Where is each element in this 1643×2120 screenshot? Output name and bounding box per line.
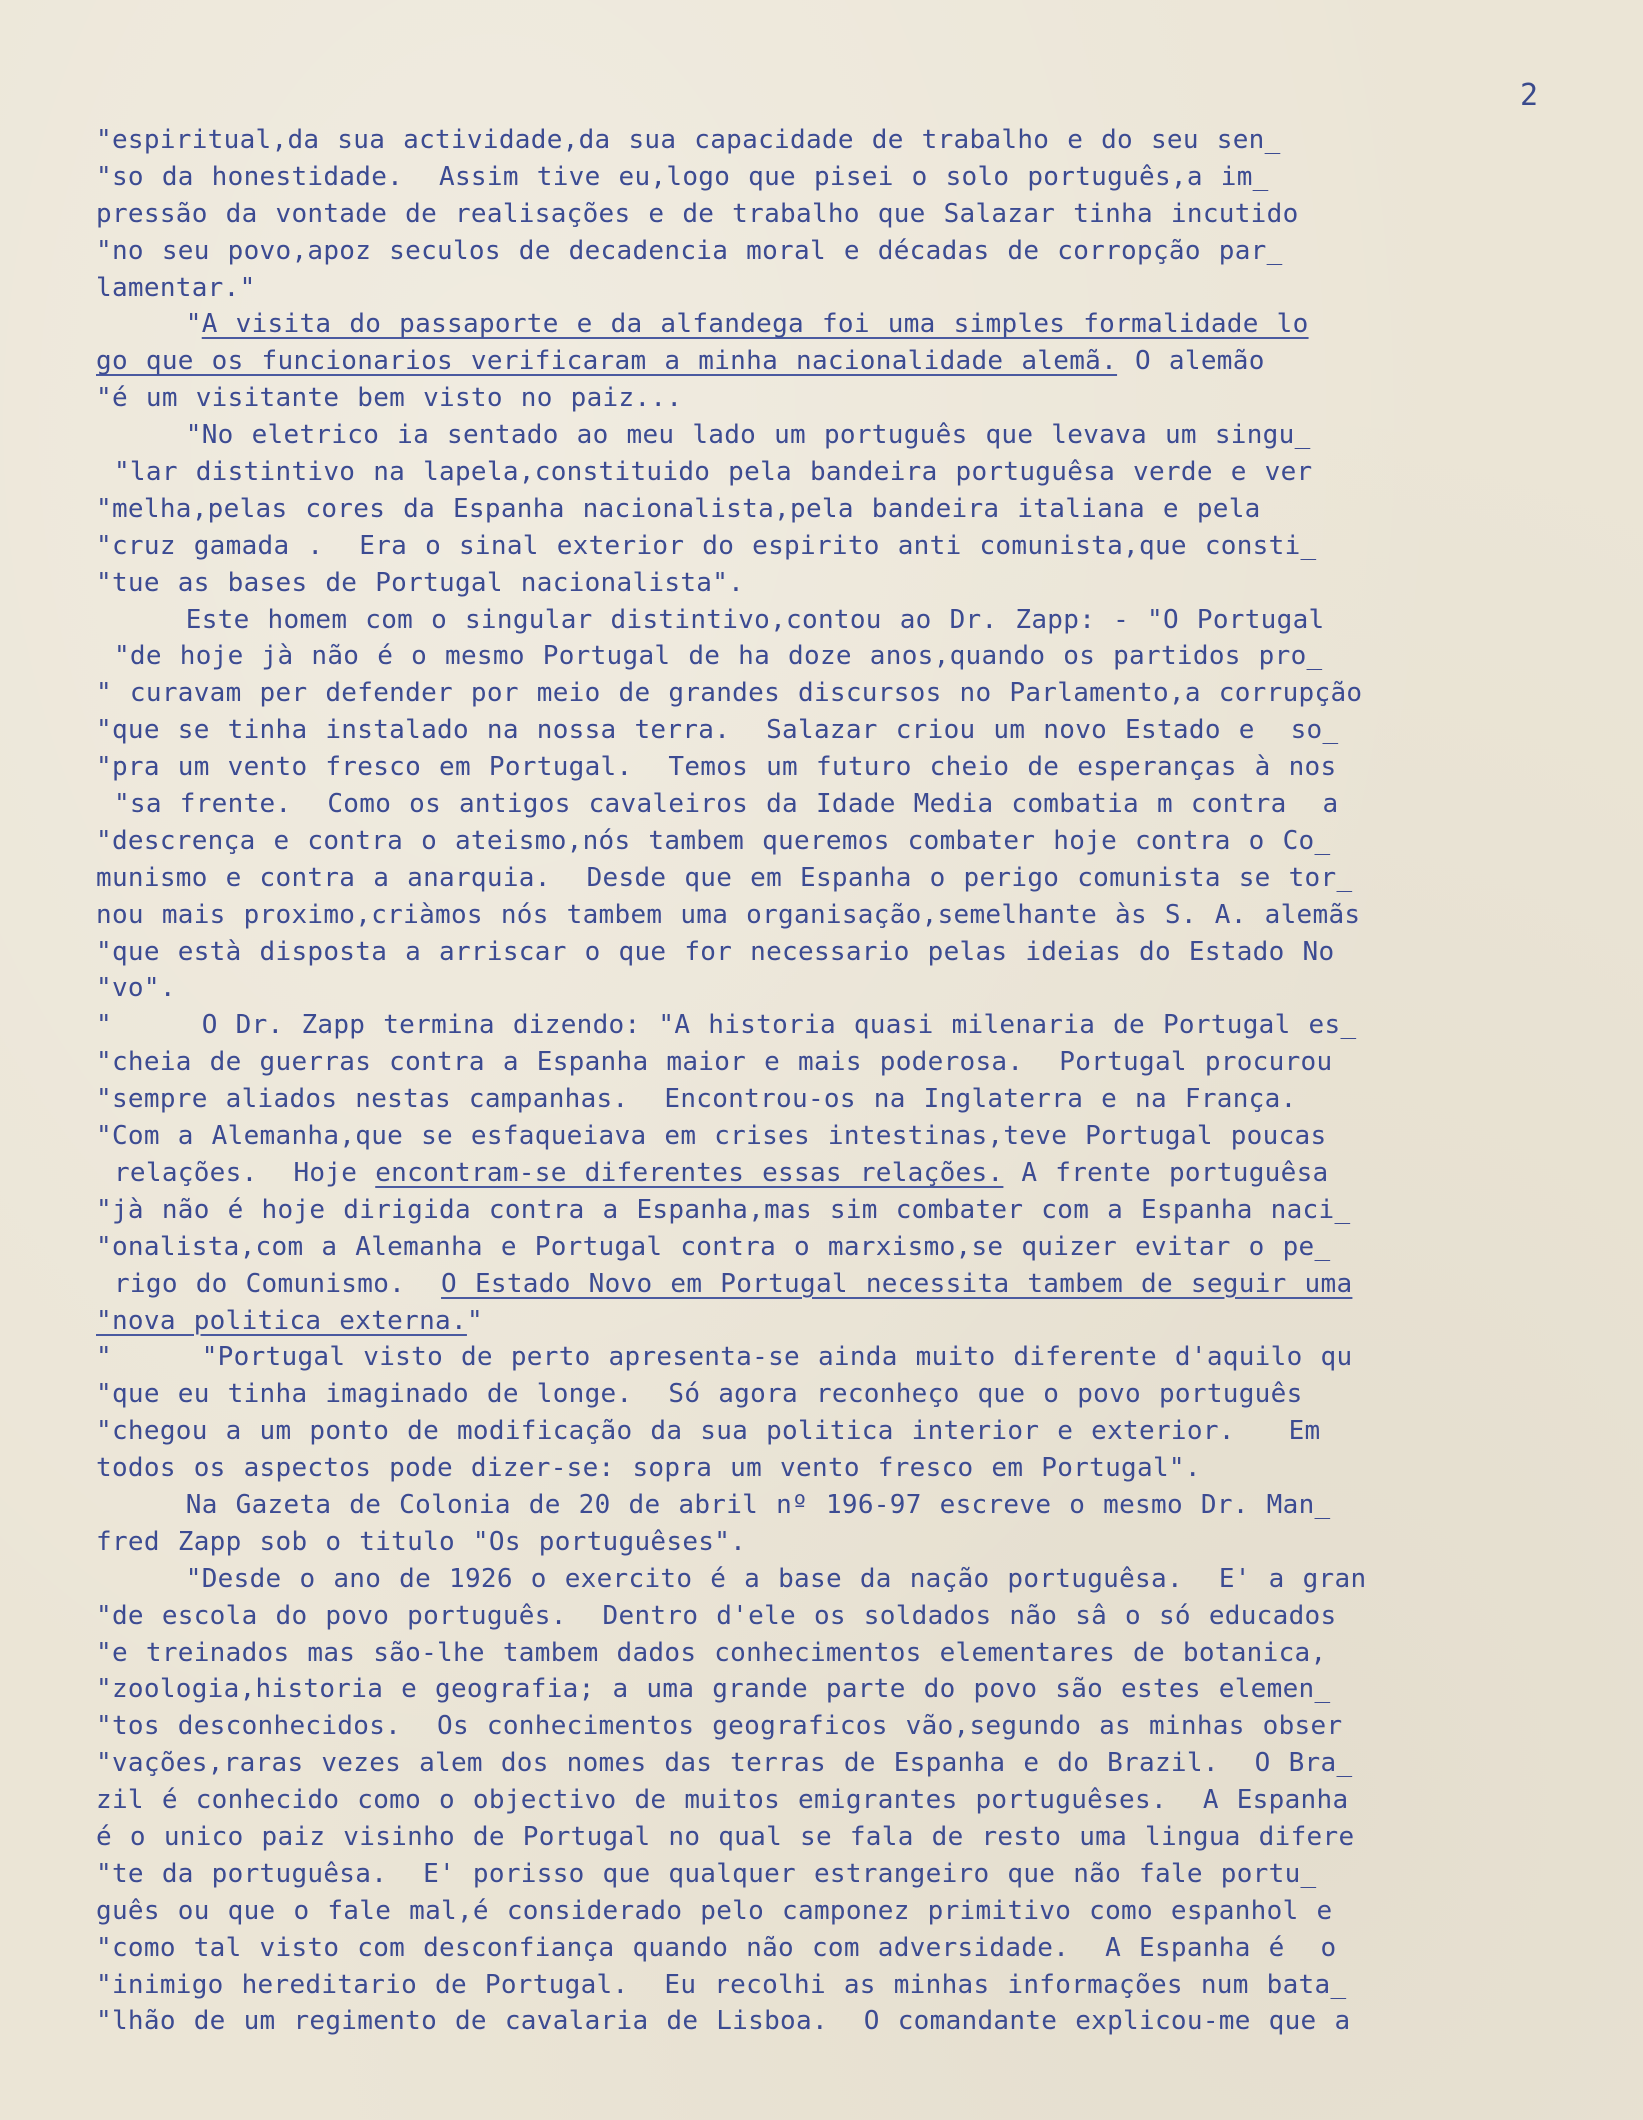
text-line [96, 270, 1626, 307]
text-segment: rigo do Comunismo. [96, 1268, 442, 1299]
text-line [96, 1635, 1626, 1672]
text-segment: "vo". [96, 973, 176, 1004]
text-segment: "vações,raras vezes alem dos nomes das terras de Espanha e do Brazil. O Bra_ [96, 1748, 1353, 1779]
text-segment: " [466, 1305, 483, 1336]
text-line [96, 897, 1626, 934]
page-number: 2 [1520, 78, 1539, 113]
text-segment: nou mais proximo,criàmos nós tambem uma organisação,semelhante às S. A. alemãs [96, 899, 1361, 930]
text-line [96, 1303, 1626, 1340]
underlined-text: encontram-se diferentes essas relações. [375, 1157, 1004, 1188]
text-line [96, 1007, 1626, 1044]
text-segment: "No eletrico ia sentado ao meu lado um português que levava um singu_ [96, 420, 1311, 451]
text-segment: zil é conhecido como o objectivo de muitos emigrantes portuguêses. A Espanha [96, 1785, 1349, 1816]
text-line [96, 1155, 1626, 1192]
text-line [96, 2003, 1626, 2040]
text-line [96, 1413, 1626, 1450]
text-segment: "jà não é hoje dirigida contra a Espanha,mas sim combater com a Espanha naci_ [96, 1194, 1351, 1225]
text-segment: "e treinados mas são-lhe tambem dados conhecimentos elementares de botanica, [96, 1637, 1327, 1668]
text-segment: guês ou que o fale mal,é considerado pelo camponez primitivo como espanhol e [96, 1895, 1333, 1926]
text-segment: "tue as bases de Portugal nacionalista". [96, 567, 745, 598]
text-line [96, 675, 1626, 712]
text-line [96, 860, 1626, 897]
text-line [96, 1745, 1626, 1782]
text-segment: O alemão [1117, 346, 1265, 377]
text-line [96, 1192, 1626, 1229]
text-line [96, 1081, 1626, 1118]
text-segment: fred Zapp sob o titulo "Os portuguêses". [96, 1526, 747, 1557]
text-line [96, 1339, 1626, 1376]
text-line [96, 1893, 1626, 1930]
text-segment: "é um visitante bem visto no paiz... [96, 383, 683, 414]
text-line [96, 638, 1626, 675]
text-line [96, 1376, 1626, 1413]
text-segment: relações. Hoje [96, 1157, 376, 1188]
text-line [96, 712, 1626, 749]
text-line [96, 491, 1626, 528]
text-line [96, 196, 1626, 233]
underlined-text: A visita do passaporte e da alfandega foi uma simples formalidade lo [201, 309, 1309, 340]
text-segment: "descrença e contra o ateismo,nós tambem queremos combater hoje contra o Co_ [96, 825, 1331, 856]
text-segment: "so da honestidade. Assim tive eu,logo que pisei o solo português,a im_ [96, 161, 1269, 192]
text-segment: "espiritual,da sua actividade,da sua capacidade de trabalho e do seu sen_ [96, 125, 1281, 155]
text-line [96, 159, 1626, 196]
text-segment: "lar distintivo na lapela,constituido pela bandeira portuguêsa verde e ver [96, 457, 1313, 488]
text-line [96, 454, 1626, 491]
text-line [96, 970, 1626, 1007]
text-line [96, 1819, 1626, 1856]
text-segment: "zoologia,historia e geografia; a uma grande parte do povo são estes elemen_ [96, 1674, 1331, 1705]
text-segment: "que se tinha instalado na nossa terra. Salazar criou um novo Estado e so_ [96, 715, 1339, 746]
text-segment: todos os aspectos pode dizer-se: sopra um vento fresco em Portugal". [96, 1453, 1201, 1484]
text-segment: " O Dr. Zapp termina dizendo: "A historia quasi milenaria de Portugal es_ [96, 1010, 1357, 1041]
text-segment: " [96, 309, 202, 340]
text-line [96, 934, 1626, 971]
text-line [96, 1118, 1626, 1155]
text-line [96, 786, 1626, 823]
text-line [96, 417, 1626, 454]
text-line [96, 602, 1626, 639]
text-segment: "cheia de guerras contra a Espanha maior e mais poderosa. Portugal procurou [96, 1047, 1333, 1078]
text-line [96, 1524, 1626, 1561]
text-segment: "Desde o ano de 1926 o exercito é a base da nação portuguêsa. E' a gran [96, 1563, 1367, 1594]
text-line [96, 1671, 1626, 1708]
text-segment: "inimigo hereditario de Portugal. Eu recolhi as minhas informações num bata_ [96, 1969, 1347, 2000]
text-line [96, 1856, 1626, 1893]
text-segment: "que eu tinha imaginado de longe. Só agora reconheço que o povo português [96, 1379, 1303, 1410]
text-line [96, 565, 1626, 602]
underlined-text: "nova politica externa. [96, 1305, 467, 1336]
text-segment: "melha,pelas cores da Espanha nacionalista,pela bandeira italiana e pela [96, 493, 1261, 524]
text-line [96, 528, 1626, 565]
text-line [96, 1561, 1626, 1598]
text-line [96, 1450, 1626, 1487]
text-line [96, 233, 1626, 270]
text-segment: "lhão de um regimento de cavalaria de Lisboa. O comandante explicou-me que a [96, 2006, 1351, 2037]
text-line [96, 1782, 1626, 1819]
text-segment: " curavam per defender por meio de grandes discursos no Parlamento,a corrupção [96, 678, 1363, 709]
body-text [96, 122, 1626, 2040]
text-line [96, 1487, 1626, 1524]
text-line [96, 1266, 1626, 1303]
text-segment: munismo e contra a anarquia. Desde que em Espanha o perigo comunista se tor_ [96, 862, 1353, 893]
text-line [96, 823, 1626, 860]
text-line [96, 1708, 1626, 1745]
text-segment: "te da portuguêsa. E' porisso que qualquer estrangeiro que não fale portu_ [96, 1858, 1317, 1889]
text-segment: lamentar." [96, 272, 256, 303]
text-line [96, 343, 1626, 380]
text-segment: "sempre aliados nestas campanhas. Encontrou-os na Inglaterra e na França. [96, 1084, 1297, 1115]
text-segment: é o unico paiz visinho de Portugal no qual se fala de resto uma lingua difere [96, 1821, 1355, 1852]
text-line [96, 380, 1626, 417]
text-line [96, 1967, 1626, 2004]
text-segment: "onalista,com a Alemanha e Portugal contra o marxismo,se quizer evitar o pe_ [96, 1231, 1331, 1262]
text-line [96, 1229, 1626, 1266]
text-segment: pressão da vontade de realisações e de trabalho que Salazar tinha incutido [96, 198, 1299, 229]
text-line [96, 1044, 1626, 1081]
text-segment: Este homem com o singular distintivo,contou ao Dr. Zapp: - "O Portugal [96, 604, 1325, 635]
underlined-text: O Estado Novo em Portugal necessita tambem de seguir uma [441, 1268, 1353, 1299]
text-line [96, 1930, 1626, 1967]
text-segment: "sa frente. Como os antigos cavaleiros da Idade Media combatia m contra a [96, 789, 1339, 820]
text-segment: "Com a Alemanha,que se esfaqueiava em crises intestinas,teve Portugal poucas [96, 1121, 1327, 1152]
text-segment: "como tal visto com desconfiança quando não com adversidade. A Espanha é o [96, 1932, 1337, 1963]
text-segment: A frente portuguêsa [1003, 1157, 1329, 1188]
text-segment: "de hoje jà não é o mesmo Portugal de ha doze anos,quando os partidos pro_ [96, 641, 1323, 672]
text-line [96, 122, 1626, 159]
text-line [96, 1598, 1626, 1635]
text-segment: "no seu povo,apoz seculos de decadencia moral e décadas de corropção par_ [96, 235, 1283, 266]
text-segment: "chegou a um ponto de modificação da sua politica interior e exterior. Em [96, 1416, 1321, 1447]
text-line [96, 749, 1626, 786]
underlined-text: go que os funcionarios verificaram a minha nacionalidade alemã. [96, 346, 1118, 377]
text-segment: " "Portugal visto de perto apresenta-se ainda muito diferente d'aquilo qu [96, 1342, 1353, 1373]
text-segment: "cruz gamada . Era o sinal exterior do espirito anti comunista,que consti_ [96, 530, 1317, 561]
text-segment: "pra um vento fresco em Portugal. Temos um futuro cheio de esperanças à nos [96, 752, 1337, 783]
text-segment: Na Gazeta de Colonia de 20 de abril nº 196-97 escreve o mesmo Dr. Man_ [96, 1489, 1331, 1520]
text-line [96, 306, 1626, 343]
text-segment: "que està disposta a arriscar o que for necessario pelas ideias do Estado No [96, 936, 1335, 967]
text-segment: "tos desconhecidos. Os conhecimentos geograficos vão,segundo as minhas obser [96, 1711, 1343, 1742]
text-segment: "de escola do povo português. Dentro d'ele os soldados não sâ o só educados [96, 1600, 1337, 1631]
